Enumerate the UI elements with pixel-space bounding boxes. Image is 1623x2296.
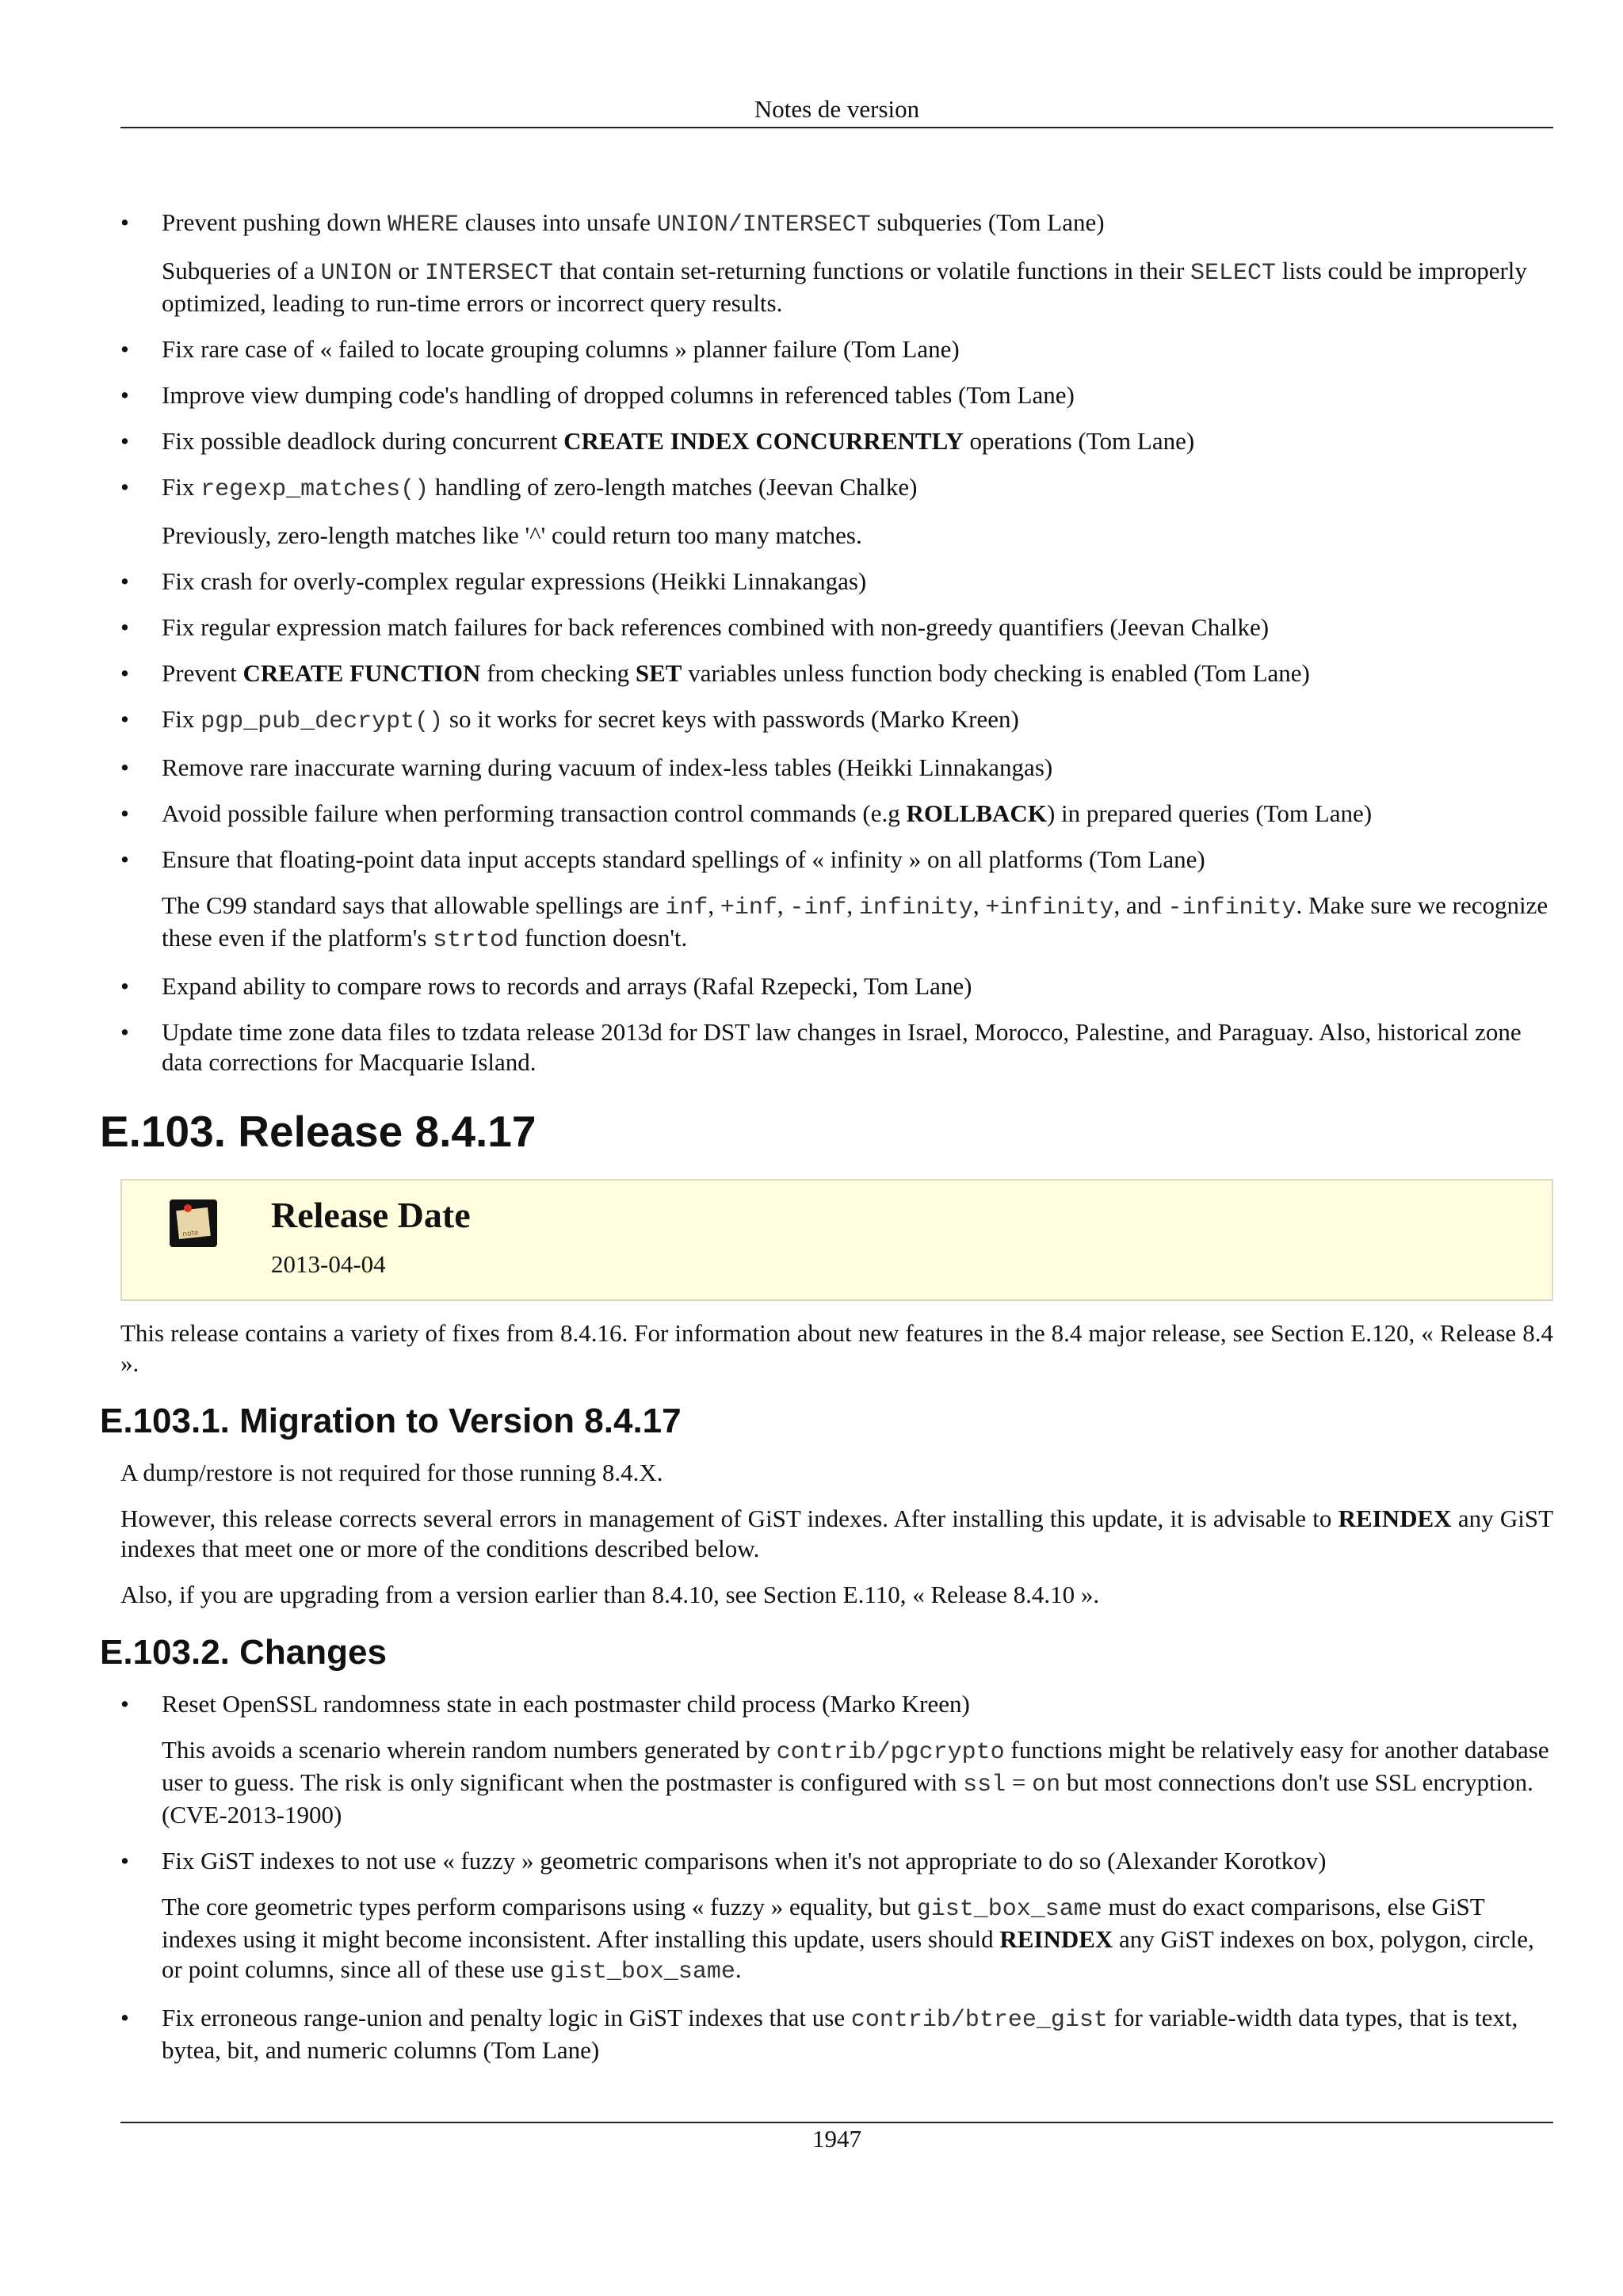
list-item-detail: Subqueries of a UNION or INTERSECT that contain set-returning functions or volatile functions in their SELECT lists could be improperly optimized, leading to run-time errors or incorrect query results. — [162, 257, 1527, 317]
list-item-summary: • Prevent CREATE FUNCTION from checking SET variables unless function body checking is enabled (Tom Lane) — [162, 659, 1310, 687]
emphasis: REINDEX — [1338, 1505, 1452, 1532]
note-icon — [170, 1199, 217, 1247]
list-item-summary: • Improve view dumping code's handling of dropped columns in referenced tables (Tom Lane) — [162, 381, 1075, 409]
list-item-summary: • Fix pgp_pub_decrypt() so it works for secret keys with passwords (Marko Kreen) — [162, 705, 1019, 735]
list-item-detail: Previously, zero-length matches like '^' could return too many matches. — [162, 521, 862, 549]
section-heading-release: E.103. Release 8.4.17 — [100, 1107, 537, 1156]
running-header: Notes de version — [754, 95, 920, 123]
list-item-summary: • Update time zone data files to tzdata release 2013d for DST law changes in Israel, Morocco, Palestine, and Paraguay. Also, historical zone data corrections for Macquarie Island. — [162, 1018, 1522, 1076]
inline-code: UNION/INTERSECT — [656, 212, 871, 238]
list-item-detail: This avoids a scenario wherein random numbers generated by contrib/pgcrypto functions might be relatively easy for another database user to guess. The risk is only significant when the postmaster is configured with ssl = on but most connections don't use SSL encryption. (CVE-2013-1900) — [162, 1736, 1549, 1829]
list-item-detail: The core geometric types perform comparisons using « fuzzy » equality, but gist_box_same must do exact comparisons, else GiST indexes using it might become inconsistent. After installing this update, users should REINDEX any GiST indexes on box, polygon, circle, or point columns, since all of these use gist_box_same. — [162, 1893, 1534, 1985]
list-item — [120, 472, 1553, 551]
migration-paragraph-3: Also, if you are upgrading from a version earlier than 8.4.10, see Section E.110, « Release 8.4.10 ». — [120, 1581, 1100, 1608]
list-item-summary: • Fix possible deadlock during concurrent CREATE INDEX CONCURRENTLY operations (Tom Lane) — [162, 427, 1195, 455]
inline-code: +inf — [720, 894, 777, 921]
page-number: 1947 — [812, 2125, 861, 2153]
list-item-summary: • Fix crash for overly-complex regular expressions (Heikki Linnakangas) — [162, 567, 867, 595]
list-item — [120, 1846, 1553, 1987]
inline-code: contrib/pgcrypto — [776, 1739, 1005, 1766]
list-item — [120, 380, 1553, 410]
emphasis: ROLLBACK — [906, 799, 1047, 827]
list-item-summary: • Fix rare case of « failed to locate grouping columns » planner failure (Tom Lane) — [162, 335, 960, 363]
inline-code: infinity — [858, 894, 973, 921]
list-item — [120, 1689, 1553, 1830]
fix-list — [120, 208, 1553, 1077]
list-item-summary: • Fix GiST indexes to not use « fuzzy » geometric comparisons when it's not appropriate to do so (Alexander Korotkov) — [162, 1847, 1327, 1875]
inline-code: inf — [665, 894, 708, 921]
list-item-summary: • Ensure that floating-point data input accepts standard spellings of « infinity » on all platforms (Tom Lane) — [162, 845, 1205, 873]
list-item-detail: The C99 standard says that allowable spellings are inf, +inf, -inf, infinity, +infinity, and -infinity. Make sure we recognize these even if the platform's strtod function doesn't. — [162, 891, 1549, 954]
list-item-summary: • Expand ability to compare rows to records and arrays (Rafal Rzepecki, Tom Lane) — [162, 972, 972, 1000]
migration-paragraph-2: However, this release corrects several errors in management of GiST indexes. After installing this update, it is advisable to REINDEX any GiST indexes that meet one or more of the conditions described below. — [120, 1505, 1553, 1562]
emphasis: CREATE FUNCTION — [242, 659, 481, 687]
list-item — [120, 658, 1553, 688]
inline-code: UNION — [320, 260, 392, 287]
inline-code: SELECT — [1190, 260, 1277, 287]
list-item — [120, 704, 1553, 737]
list-item-summary: • Avoid possible failure when performing transaction control commands (e.g ROLLBACK) in prepared queries (Tom Lane) — [162, 799, 1373, 827]
list-item — [120, 2003, 1553, 2065]
section-heading-migration: E.103.1. Migration to Version 8.4.17 — [100, 1402, 682, 1440]
inline-code: WHERE — [388, 212, 460, 238]
list-item — [120, 334, 1553, 364]
list-item — [120, 208, 1553, 318]
release-date-note — [120, 1179, 1553, 1301]
inline-code: +infinity — [985, 894, 1114, 921]
release-date: 2013-04-04 — [271, 1250, 386, 1278]
inline-code: regexp_matches() — [200, 476, 430, 503]
list-item-summary: • Fix regular expression match failures for back references combined with non-greedy quantifiers (Jeevan Chalke) — [162, 613, 1270, 641]
list-item — [120, 799, 1553, 829]
inline-code: pgp_pub_decrypt() — [200, 708, 444, 735]
inline-code: -infinity — [1167, 894, 1296, 921]
changes-list — [120, 1689, 1553, 2065]
list-item — [120, 426, 1553, 456]
page-content — [100, 208, 1553, 2081]
section-heading-changes: E.103.2. Changes — [100, 1633, 387, 1672]
inline-code: on — [1032, 1772, 1061, 1798]
list-item — [120, 612, 1553, 643]
inline-code: -inf — [789, 894, 847, 921]
list-item-summary: • Fix regexp_matches() handling of zero-length matches (Jeevan Chalke) — [162, 473, 918, 503]
list-item-summary: • Reset OpenSSL randomness state in each postmaster child process (Marko Kreen) — [162, 1690, 970, 1718]
list-item — [120, 971, 1553, 1001]
list-item — [120, 1017, 1553, 1077]
emphasis: SET — [635, 659, 682, 687]
release-intro: This release contains a variety of fixes from 8.4.16. For information about new features in the 8.4 major release, see Section E.120, « Release 8.4 ». — [120, 1319, 1553, 1377]
inline-code: ssl — [963, 1772, 1006, 1798]
list-item-summary: • Prevent pushing down WHERE clauses into unsafe UNION/INTERSECT subqueries (Tom Lane) — [162, 208, 1105, 238]
emphasis: CREATE INDEX CONCURRENTLY — [563, 427, 964, 455]
inline-code: strtod — [433, 927, 519, 954]
list-item — [120, 753, 1553, 783]
list-item-summary: • Fix erroneous range-union and penalty logic in GiST indexes that use contrib/btree_gist for variable-width data types, that is text, bytea, bit, and numeric columns (Tom Lane) — [162, 2004, 1518, 2064]
inline-code: INTERSECT — [424, 260, 553, 287]
inline-code: gist_box_same — [549, 1958, 735, 1985]
inline-code: contrib/btree_gist — [850, 2007, 1108, 2034]
inline-code: gist_box_same — [916, 1896, 1102, 1923]
note-title: Release Date — [271, 1195, 471, 1235]
list-item — [120, 566, 1553, 597]
list-item — [120, 845, 1553, 955]
header-rule — [120, 127, 1553, 128]
list-item-summary: • Remove rare inaccurate warning during vacuum of index-less tables (Heikki Linnakangas) — [162, 753, 1053, 781]
migration-paragraph-1: A dump/restore is not required for those running 8.4.X. — [120, 1459, 663, 1486]
emphasis: REINDEX — [999, 1925, 1113, 1953]
